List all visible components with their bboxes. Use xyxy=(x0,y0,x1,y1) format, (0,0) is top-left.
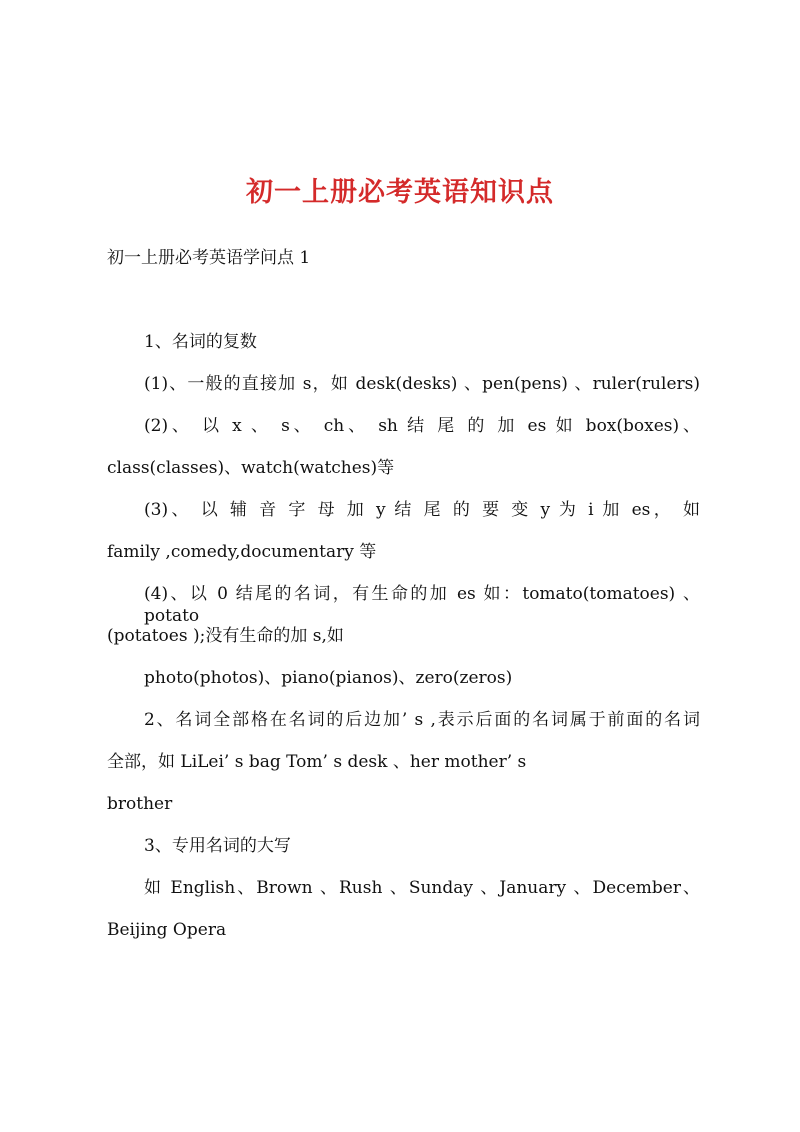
paragraph-line: 2、名词全部格在名词的后边加’ s ,表示后面的名词属于前面的名词 xyxy=(144,710,700,730)
paragraph-line: brother xyxy=(107,794,173,814)
paragraph-line: 如 English、Brown 、Rush 、Sunday 、January 、December、 xyxy=(144,878,700,898)
paragraph-line: (1)、一般的直接加 s，如 desk(desks) 、pen(pens) 、ruler(rulers) xyxy=(144,374,700,394)
paragraph-line: (4)、以 0 结尾的名词，有生命的加 es 如：tomato(tomatoes) 、potato xyxy=(144,584,700,626)
paragraph-line: photo(photos)、piano(pianos)、zero(zeros) xyxy=(144,668,513,688)
paragraph-line: (2)、 以 x 、 s、 ch、 sh 结 尾 的 加 es 如 box(boxes)、 xyxy=(144,416,700,436)
paragraph-line: 1、名词的复数 xyxy=(144,332,257,352)
section-heading: 初一上册必考英语学问点 1 xyxy=(107,248,311,268)
paragraph-line: (3)、 以 辅 音 字 母 加 y 结 尾 的 要 变 y 为 i 加 es， 如 xyxy=(144,500,700,520)
paragraph-line: Beijing Opera xyxy=(107,920,227,940)
paragraph-line: class(classes)、watch(watches)等 xyxy=(107,458,395,478)
paragraph-line: family ,comedy,documentary 等 xyxy=(107,542,377,562)
document-title: 初一上册必考英语知识点 xyxy=(246,177,554,208)
paragraph-line: (potatoes );没有生命的加 s,如 xyxy=(107,626,344,646)
paragraph-line: 全部，如 LiLei’ s bag Tom’ s desk 、her mother’ s xyxy=(107,752,527,772)
paragraph-line: 3、专用名词的大写 xyxy=(144,836,291,856)
